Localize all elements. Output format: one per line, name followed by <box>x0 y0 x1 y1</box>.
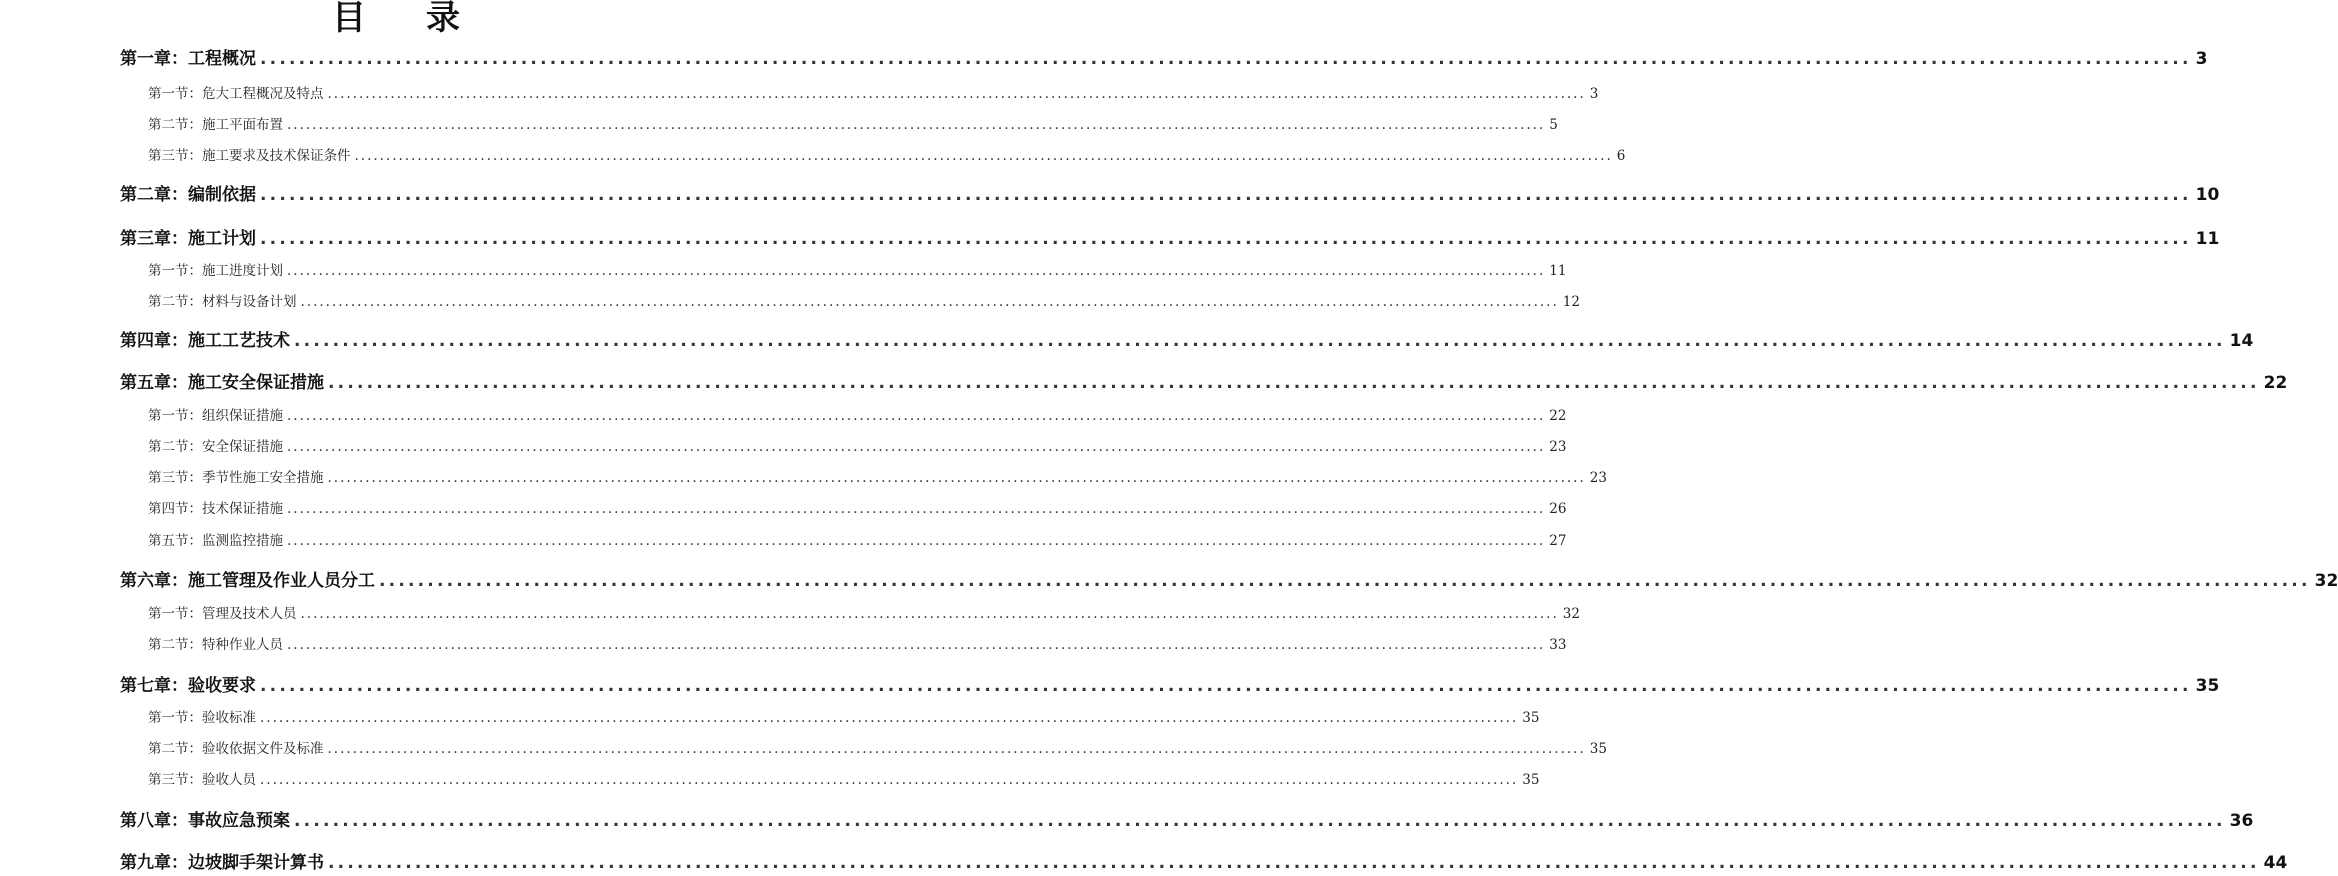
toc-entry-label: 第一节：管理及技术人员 <box>148 606 297 622</box>
dot-leader: ........................................................................................................................................................................................................ <box>300 606 1559 622</box>
dot-leader: ........................................................................................................................................................................................................ <box>287 533 1546 549</box>
toc-entry-page-number: 6 <box>1616 148 1626 164</box>
toc-entry-page-number: 23 <box>1549 439 1567 455</box>
toc-entry-page-number: 10 <box>2195 185 2220 205</box>
toc-entry-label: 第四章：施工工艺技术 <box>120 331 290 351</box>
toc-entry-label: 第三章：施工计划 <box>120 229 256 249</box>
toc-entry-label: 第二章：编制依据 <box>120 185 256 205</box>
toc-entry-page-number: 33 <box>1549 637 1567 653</box>
toc-entry-page-number: 23 <box>1589 470 1607 486</box>
toc-entry-label: 第八章：事故应急预案 <box>120 811 290 831</box>
dot-leader: ........................................................................................................................................................................................................ <box>260 229 2192 249</box>
dot-leader: ........................................................................................................................................................................................................ <box>260 676 2192 696</box>
toc-title-left: 目 <box>332 0 426 38</box>
toc-entry-page-number: 35 <box>2195 676 2220 696</box>
toc-chapter-entry[interactable] <box>120 224 2220 250</box>
toc-entry-label: 第七章：验收要求 <box>120 676 256 696</box>
toc-chapter-entry[interactable] <box>120 368 2288 394</box>
toc-entry-page-number: 35 <box>1522 772 1540 788</box>
toc-section-entry[interactable] <box>148 633 1567 655</box>
toc-entry-label: 第三节：验收人员 <box>148 772 256 788</box>
toc-entry-page-number: 26 <box>1549 501 1567 517</box>
toc-entry-page-number: 11 <box>1549 263 1567 279</box>
toc-entry-page-number: 22 <box>1549 408 1567 424</box>
toc-entry-page-number: 32 <box>2314 571 2338 591</box>
dot-leader: ........................................................................................................................................................................................................ <box>260 772 1519 788</box>
dot-leader: ........................................................................................................................................................................................................ <box>260 185 2192 205</box>
toc-section-entry[interactable] <box>148 290 1580 312</box>
dot-leader: ........................................................................................................................................................................................................ <box>300 294 1559 310</box>
toc-section-entry[interactable] <box>148 529 1567 551</box>
toc-entry-page-number: 3 <box>1589 86 1599 102</box>
dot-leader: ........................................................................................................................................................................................................ <box>287 117 1546 133</box>
dot-leader: ........................................................................................................................................................................................................ <box>287 439 1546 455</box>
toc-entry-page-number: 36 <box>2229 811 2254 831</box>
toc-entry-page-number: 35 <box>1589 741 1607 757</box>
toc-section-entry[interactable] <box>148 435 1567 457</box>
toc-section-entry[interactable] <box>148 259 1567 281</box>
dot-leader: ........................................................................................................................................................................................................ <box>328 853 2260 873</box>
dot-leader: ........................................................................................................................................................................................................ <box>287 637 1546 653</box>
toc-entry-label: 第一节：组织保证措施 <box>148 408 283 424</box>
toc-title-right: 录 <box>426 0 460 38</box>
toc-entry-page-number: 32 <box>1562 606 1580 622</box>
dot-leader: ........................................................................................................................................................................................................ <box>327 470 1586 486</box>
toc-section-entry[interactable] <box>148 466 1607 488</box>
toc-entry-label: 第一节：施工进度计划 <box>148 263 283 279</box>
toc-entry-label: 第二节：材料与设备计划 <box>148 294 297 310</box>
dot-leader: ........................................................................................................................................................................................................ <box>327 86 1586 102</box>
toc-entry-page-number: 44 <box>2263 853 2288 873</box>
toc-section-entry[interactable] <box>148 737 1607 759</box>
dot-leader: ........................................................................................................................................................................................................ <box>260 49 2192 69</box>
toc-section-entry[interactable] <box>148 113 1558 135</box>
toc-chapter-entry[interactable] <box>120 326 2254 352</box>
dot-leader: ........................................................................................................................................................................................................ <box>379 571 2311 591</box>
dot-leader: ........................................................................................................................................................................................................ <box>294 331 2226 351</box>
toc-entry-page-number: 14 <box>2229 331 2254 351</box>
toc-entry-label: 第二节：安全保证措施 <box>148 439 283 455</box>
toc-section-entry[interactable] <box>148 82 1599 104</box>
dot-leader: ........................................................................................................................................................................................................ <box>287 408 1546 424</box>
toc-entry-page-number: 5 <box>1549 117 1558 133</box>
toc-entry-page-number: 3 <box>2195 49 2208 69</box>
dot-leader: ........................................................................................................................................................................................................ <box>354 148 1613 164</box>
toc-entry-label: 第二节：特种作业人员 <box>148 637 283 653</box>
toc-entry-label: 第二节：施工平面布置 <box>148 117 283 133</box>
toc-entry-label: 第二节：验收依据文件及标准 <box>148 741 324 757</box>
toc-entry-label: 第三节：施工要求及技术保证条件 <box>148 148 351 164</box>
toc-entry-page-number: 22 <box>2263 373 2288 393</box>
toc-entry-label: 第一章：工程概况 <box>120 49 256 69</box>
toc-entry-page-number: 12 <box>1562 294 1580 310</box>
toc-chapter-entry[interactable] <box>120 566 2338 592</box>
toc-entry-label: 第五章：施工安全保证措施 <box>120 373 324 393</box>
toc-section-entry[interactable] <box>148 768 1540 790</box>
toc-section-entry[interactable] <box>148 602 1580 624</box>
toc-entry-page-number: 35 <box>1522 710 1540 726</box>
dot-leader: ........................................................................................................................................................................................................ <box>287 501 1546 517</box>
toc-entry-label: 第六章：施工管理及作业人员分工 <box>120 571 375 591</box>
toc-section-entry[interactable] <box>148 144 1626 166</box>
toc-entry-page-number: 27 <box>1549 533 1567 549</box>
toc-chapter-entry[interactable] <box>120 806 2254 832</box>
toc-section-entry[interactable] <box>148 497 1567 519</box>
dot-leader: ........................................................................................................................................................................................................ <box>327 741 1586 757</box>
dot-leader: ........................................................................................................................................................................................................ <box>294 811 2226 831</box>
toc-chapter-entry[interactable] <box>120 180 2220 206</box>
toc-entry-page-number: 11 <box>2195 229 2220 249</box>
toc-entry-label: 第九章：边坡脚手架计算书 <box>120 853 324 873</box>
toc-section-entry[interactable] <box>148 706 1540 728</box>
dot-leader: ........................................................................................................................................................................................................ <box>287 263 1546 279</box>
dot-leader: ........................................................................................................................................................................................................ <box>328 373 2260 393</box>
toc-entry-label: 第四节：技术保证措施 <box>148 501 283 517</box>
toc-chapter-entry[interactable] <box>120 671 2220 697</box>
toc-entry-label: 第三节：季节性施工安全措施 <box>148 470 324 486</box>
toc-entry-label: 第五节：监测监控措施 <box>148 533 283 549</box>
toc-entry-label: 第一节：验收标准 <box>148 710 256 726</box>
toc-section-entry[interactable] <box>148 404 1567 426</box>
toc-chapter-entry[interactable] <box>120 44 2208 70</box>
dot-leader: ........................................................................................................................................................................................................ <box>260 710 1519 726</box>
toc-entry-label: 第一节：危大工程概况及特点 <box>148 86 324 102</box>
toc-chapter-entry[interactable] <box>120 848 2288 874</box>
